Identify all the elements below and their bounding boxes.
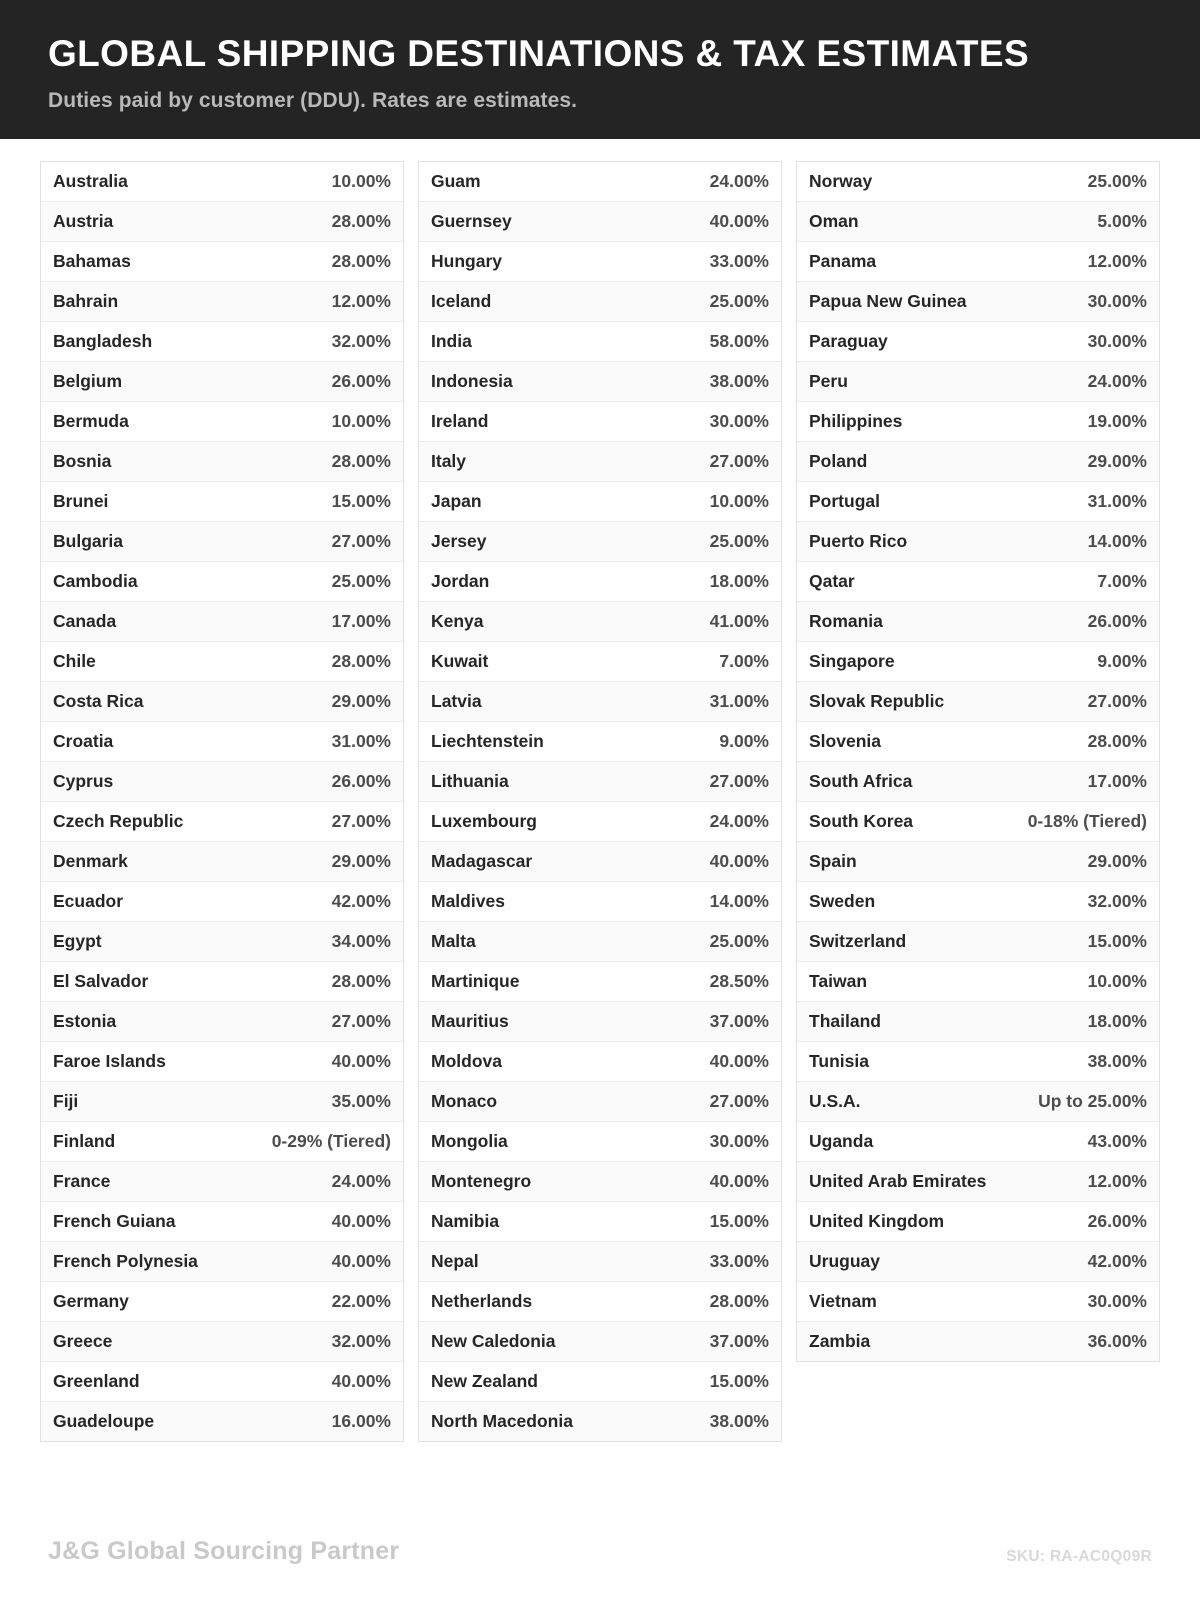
destination-name: Zambia bbox=[809, 1330, 871, 1351]
table-row bbox=[419, 682, 781, 722]
table-row bbox=[797, 882, 1159, 922]
destination-name: Jordan bbox=[431, 570, 490, 591]
tax-rate-value: 25.00% bbox=[709, 290, 769, 311]
tax-rate-value: 41.00% bbox=[709, 610, 769, 631]
table-row bbox=[797, 762, 1159, 802]
table-row bbox=[41, 842, 403, 882]
table-row bbox=[41, 642, 403, 682]
destination-name: Tunisia bbox=[809, 1050, 869, 1071]
destination-name: United Arab Emirates bbox=[809, 1170, 987, 1191]
destination-name: Germany bbox=[53, 1290, 129, 1311]
tax-rate-value: 42.00% bbox=[1087, 1250, 1147, 1271]
destination-name: Madagascar bbox=[431, 850, 533, 871]
destination-name: Hungary bbox=[431, 250, 502, 271]
destination-name: Mauritius bbox=[431, 1010, 509, 1031]
tax-rate-value: 33.00% bbox=[709, 250, 769, 271]
table-row bbox=[797, 842, 1159, 882]
destination-name: Namibia bbox=[431, 1210, 500, 1231]
table-row bbox=[419, 762, 781, 802]
table-row bbox=[419, 842, 781, 882]
table-row bbox=[419, 562, 781, 602]
destination-name: Kenya bbox=[431, 610, 484, 631]
destination-name: U.S.A. bbox=[809, 1090, 861, 1111]
table-row bbox=[797, 1322, 1159, 1361]
destination-name: Greenland bbox=[53, 1370, 140, 1391]
tax-rate-value: 32.00% bbox=[1087, 890, 1147, 911]
tax-rate-value: 24.00% bbox=[709, 170, 769, 191]
destination-name: Slovak Republic bbox=[809, 690, 945, 711]
table-row bbox=[419, 802, 781, 842]
table-row bbox=[419, 282, 781, 322]
page-title: GLOBAL SHIPPING DESTINATIONS & TAX ESTIMATES bbox=[48, 33, 1030, 74]
table-row bbox=[419, 1082, 781, 1122]
tax-rate-value: 32.00% bbox=[331, 1330, 391, 1351]
table-row bbox=[419, 602, 781, 642]
table-row bbox=[797, 402, 1159, 442]
tax-rate-value: 25.00% bbox=[709, 530, 769, 551]
table-row bbox=[41, 1282, 403, 1322]
table-row bbox=[41, 722, 403, 762]
table-row bbox=[419, 722, 781, 762]
table-row bbox=[797, 1042, 1159, 1082]
destination-name: Guam bbox=[431, 170, 481, 191]
tax-rate-value: 38.00% bbox=[1087, 1050, 1147, 1071]
destination-name: Belgium bbox=[53, 370, 123, 391]
tax-rate-value: 28.00% bbox=[709, 1290, 769, 1311]
tax-rate-value: 28.00% bbox=[1087, 730, 1147, 751]
destination-name: Guadeloupe bbox=[53, 1410, 155, 1431]
destination-name: Egypt bbox=[53, 930, 102, 951]
destination-name: Japan bbox=[431, 490, 482, 511]
tax-rate-value: 10.00% bbox=[709, 490, 769, 511]
tax-rate-value: 9.00% bbox=[719, 730, 769, 751]
tax-rate-value: 18.00% bbox=[1087, 1010, 1147, 1031]
tax-rate-value: 0-29% (Tiered) bbox=[271, 1130, 391, 1151]
table-row bbox=[41, 802, 403, 842]
destination-name: Bulgaria bbox=[53, 530, 124, 551]
destination-name: Puerto Rico bbox=[809, 530, 908, 551]
tax-rate-value: 28.50% bbox=[709, 970, 769, 991]
tax-rate-value: 10.00% bbox=[1087, 970, 1147, 991]
table-row bbox=[41, 1362, 403, 1402]
tax-rate-value: 25.00% bbox=[1087, 170, 1147, 191]
table-row bbox=[419, 362, 781, 402]
table-row bbox=[797, 1002, 1159, 1042]
tax-rate-value: 30.00% bbox=[709, 1130, 769, 1151]
table-row bbox=[419, 482, 781, 522]
destination-name: Finland bbox=[53, 1130, 116, 1151]
destination-name: Oman bbox=[809, 210, 859, 231]
destination-name: Sweden bbox=[809, 890, 876, 911]
tax-rate-value: 10.00% bbox=[331, 410, 391, 431]
table-row bbox=[797, 962, 1159, 1002]
tax-rate-value: 26.00% bbox=[1087, 610, 1147, 631]
table-row bbox=[41, 402, 403, 442]
destination-name: New Caledonia bbox=[431, 1330, 556, 1351]
destination-name: India bbox=[431, 330, 472, 351]
rates-body bbox=[0, 139, 1200, 1513]
tax-rate-value: 27.00% bbox=[709, 1090, 769, 1111]
table-row bbox=[797, 362, 1159, 402]
tax-rate-value: 30.00% bbox=[709, 410, 769, 431]
tax-rate-value: 15.00% bbox=[709, 1210, 769, 1231]
tax-rate-value: 0-18% (Tiered) bbox=[1027, 810, 1147, 831]
destination-name: Monaco bbox=[431, 1090, 498, 1111]
tax-rate-value: 26.00% bbox=[1087, 1210, 1147, 1231]
table-row bbox=[797, 722, 1159, 762]
table-row bbox=[41, 442, 403, 482]
table-row bbox=[41, 322, 403, 362]
tax-rate-value: 28.00% bbox=[331, 210, 391, 231]
tax-rate-value: 28.00% bbox=[331, 650, 391, 671]
destination-name: Maldives bbox=[431, 890, 505, 911]
destination-name: Ireland bbox=[431, 410, 489, 431]
destination-name: South Korea bbox=[809, 810, 914, 831]
rates-column bbox=[418, 161, 782, 1442]
tax-rate-value: 15.00% bbox=[709, 1370, 769, 1391]
destination-name: Australia bbox=[53, 170, 128, 191]
rates-column bbox=[40, 161, 404, 1442]
table-row bbox=[419, 922, 781, 962]
destination-name: Netherlands bbox=[431, 1290, 533, 1311]
tax-rate-value: 25.00% bbox=[709, 930, 769, 951]
table-row bbox=[797, 602, 1159, 642]
destination-name: Brunei bbox=[53, 490, 109, 511]
tax-rate-value: Up to 25.00% bbox=[1038, 1090, 1147, 1111]
destination-name: Bahrain bbox=[53, 290, 119, 311]
table-row bbox=[41, 1042, 403, 1082]
table-row bbox=[797, 922, 1159, 962]
destination-name: Martinique bbox=[431, 970, 520, 991]
destination-name: United Kingdom bbox=[809, 1210, 945, 1231]
tax-rate-value: 29.00% bbox=[331, 850, 391, 871]
table-row bbox=[41, 522, 403, 562]
table-row bbox=[419, 322, 781, 362]
tax-rate-value: 12.00% bbox=[331, 290, 391, 311]
destination-name: North Macedonia bbox=[431, 1410, 573, 1431]
destination-name: Montenegro bbox=[431, 1170, 532, 1191]
tax-rate-value: 40.00% bbox=[709, 1170, 769, 1191]
destination-name: Vietnam bbox=[809, 1290, 877, 1311]
tax-rate-value: 12.00% bbox=[1087, 1170, 1147, 1191]
destination-name: Uruguay bbox=[809, 1250, 880, 1271]
table-row bbox=[419, 522, 781, 562]
destination-name: French Guiana bbox=[53, 1210, 176, 1231]
table-row bbox=[41, 202, 403, 242]
destination-name: Luxembourg bbox=[431, 810, 537, 831]
destination-name: Canada bbox=[53, 610, 117, 631]
tax-rate-value: 22.00% bbox=[331, 1290, 391, 1311]
destination-name: Norway bbox=[809, 170, 873, 191]
destination-name: Kuwait bbox=[431, 650, 489, 671]
table-row bbox=[41, 482, 403, 522]
tax-rate-value: 27.00% bbox=[331, 810, 391, 831]
tax-rate-value: 24.00% bbox=[331, 1170, 391, 1191]
destination-name: French Polynesia bbox=[53, 1250, 198, 1271]
table-row bbox=[41, 682, 403, 722]
table-row bbox=[797, 1082, 1159, 1122]
destination-name: Chile bbox=[53, 650, 96, 671]
tax-rate-value: 14.00% bbox=[1087, 530, 1147, 551]
table-row bbox=[41, 602, 403, 642]
destination-name: Italy bbox=[431, 450, 467, 471]
destination-name: Mongolia bbox=[431, 1130, 508, 1151]
destination-name: Latvia bbox=[431, 690, 482, 711]
tax-rate-value: 9.00% bbox=[1097, 650, 1147, 671]
destination-name: Nepal bbox=[431, 1250, 479, 1271]
table-row bbox=[797, 202, 1159, 242]
destination-name: Cambodia bbox=[53, 570, 138, 591]
destination-name: Ecuador bbox=[53, 890, 124, 911]
tax-rate-value: 17.00% bbox=[331, 610, 391, 631]
tax-rate-value: 12.00% bbox=[1087, 250, 1147, 271]
tax-rate-value: 40.00% bbox=[331, 1250, 391, 1271]
tax-rate-value: 30.00% bbox=[1087, 1290, 1147, 1311]
table-row bbox=[797, 522, 1159, 562]
destination-name: El Salvador bbox=[53, 970, 149, 991]
destination-name: Thailand bbox=[809, 1010, 881, 1031]
table-row bbox=[419, 642, 781, 682]
tax-rate-value: 7.00% bbox=[1097, 570, 1147, 591]
table-row bbox=[41, 562, 403, 602]
table-row bbox=[419, 962, 781, 1002]
sku-label: SKU: RA-AC0Q09R bbox=[1006, 1548, 1152, 1565]
table-row bbox=[41, 962, 403, 1002]
tax-rate-value: 18.00% bbox=[709, 570, 769, 591]
tax-rate-value: 43.00% bbox=[1087, 1130, 1147, 1151]
tax-rate-value: 28.00% bbox=[331, 450, 391, 471]
tax-rate-value: 37.00% bbox=[709, 1330, 769, 1351]
table-row bbox=[419, 1002, 781, 1042]
destination-name: Bermuda bbox=[53, 410, 129, 431]
destination-name: Malta bbox=[431, 930, 476, 951]
destination-name: Bahamas bbox=[53, 250, 131, 271]
table-row bbox=[797, 1162, 1159, 1202]
destination-name: Papua New Guinea bbox=[809, 290, 967, 311]
table-row bbox=[41, 242, 403, 282]
tax-rate-value: 5.00% bbox=[1097, 210, 1147, 231]
table-row bbox=[41, 1402, 403, 1441]
table-row bbox=[41, 1202, 403, 1242]
destination-name: Paraguay bbox=[809, 330, 888, 351]
table-row bbox=[419, 1242, 781, 1282]
destination-name: Poland bbox=[809, 450, 868, 471]
destination-name: Moldova bbox=[431, 1050, 502, 1071]
table-row bbox=[797, 1242, 1159, 1282]
tax-rate-value: 31.00% bbox=[331, 730, 391, 751]
destination-name: Denmark bbox=[53, 850, 128, 871]
tax-rate-value: 27.00% bbox=[709, 450, 769, 471]
destination-name: Cyprus bbox=[53, 770, 114, 791]
destination-name: Jersey bbox=[431, 530, 487, 551]
table-row bbox=[419, 1162, 781, 1202]
table-row bbox=[41, 1002, 403, 1042]
tax-rate-value: 38.00% bbox=[709, 1410, 769, 1431]
destination-name: Romania bbox=[809, 610, 883, 631]
page-footer bbox=[0, 1513, 1200, 1600]
tax-rate-value: 27.00% bbox=[331, 530, 391, 551]
tax-rate-value: 31.00% bbox=[1087, 490, 1147, 511]
tax-rate-value: 58.00% bbox=[709, 330, 769, 351]
destination-name: Panama bbox=[809, 250, 877, 271]
tax-rate-value: 29.00% bbox=[1087, 850, 1147, 871]
destination-name: Switzerland bbox=[809, 930, 907, 951]
destination-name: Taiwan bbox=[809, 970, 868, 991]
destination-name: France bbox=[53, 1170, 111, 1191]
tax-rate-value: 35.00% bbox=[331, 1090, 391, 1111]
table-row bbox=[41, 1162, 403, 1202]
tax-rate-value: 40.00% bbox=[331, 1370, 391, 1391]
destination-name: Costa Rica bbox=[53, 690, 144, 711]
table-row bbox=[419, 1402, 781, 1441]
rates-columns bbox=[40, 161, 1160, 1442]
table-row bbox=[797, 1202, 1159, 1242]
table-row bbox=[41, 1122, 403, 1162]
table-row bbox=[419, 202, 781, 242]
table-row bbox=[797, 1282, 1159, 1322]
table-row bbox=[797, 802, 1159, 842]
tax-rate-value: 26.00% bbox=[331, 770, 391, 791]
tax-rate-value: 15.00% bbox=[1087, 930, 1147, 951]
tax-rate-value: 14.00% bbox=[709, 890, 769, 911]
tax-rate-value: 40.00% bbox=[331, 1050, 391, 1071]
destination-name: Bangladesh bbox=[53, 330, 153, 351]
table-row bbox=[419, 1042, 781, 1082]
destination-name: Uganda bbox=[809, 1130, 874, 1151]
destination-name: Iceland bbox=[431, 290, 492, 311]
tax-rate-value: 30.00% bbox=[1087, 330, 1147, 351]
tax-rate-value: 30.00% bbox=[1087, 290, 1147, 311]
table-row bbox=[41, 882, 403, 922]
destination-name: South Africa bbox=[809, 770, 913, 791]
table-row bbox=[41, 762, 403, 802]
brand-label: J&G Global Sourcing Partner bbox=[48, 1537, 400, 1565]
tax-rate-value: 40.00% bbox=[709, 1050, 769, 1071]
tax-rate-value: 40.00% bbox=[331, 1210, 391, 1231]
table-row bbox=[797, 642, 1159, 682]
table-row bbox=[41, 162, 403, 202]
table-row bbox=[797, 242, 1159, 282]
tax-rate-value: 25.00% bbox=[331, 570, 391, 591]
tax-rate-value: 24.00% bbox=[1087, 370, 1147, 391]
destination-name: Bosnia bbox=[53, 450, 112, 471]
page-subtitle: Duties paid by customer (DDU). Rates are estimates. bbox=[48, 88, 578, 112]
tax-rate-value: 31.00% bbox=[709, 690, 769, 711]
tax-rate-value: 7.00% bbox=[719, 650, 769, 671]
destination-name: Qatar bbox=[809, 570, 855, 591]
tax-rate-value: 28.00% bbox=[331, 970, 391, 991]
destination-name: Lithuania bbox=[431, 770, 509, 791]
table-row bbox=[419, 882, 781, 922]
tax-rate-value: 10.00% bbox=[331, 170, 391, 191]
tax-rate-value: 34.00% bbox=[331, 930, 391, 951]
destination-name: Czech Republic bbox=[53, 810, 184, 831]
table-row bbox=[419, 1322, 781, 1362]
tax-rate-value: 40.00% bbox=[709, 850, 769, 871]
tax-rate-value: 33.00% bbox=[709, 1250, 769, 1271]
destination-name: Estonia bbox=[53, 1010, 117, 1031]
destination-name: Fiji bbox=[53, 1090, 79, 1111]
destination-name: Spain bbox=[809, 850, 857, 871]
destination-name: Greece bbox=[53, 1330, 113, 1351]
table-row bbox=[797, 1122, 1159, 1162]
destination-name: Croatia bbox=[53, 730, 114, 751]
table-row bbox=[419, 242, 781, 282]
destination-name: Slovenia bbox=[809, 730, 881, 751]
tax-rate-value: 27.00% bbox=[709, 770, 769, 791]
tax-rate-value: 28.00% bbox=[331, 250, 391, 271]
table-row bbox=[41, 1082, 403, 1122]
page-header bbox=[0, 0, 1200, 139]
tax-rate-value: 37.00% bbox=[709, 1010, 769, 1031]
table-row bbox=[419, 1362, 781, 1402]
table-row bbox=[419, 1282, 781, 1322]
table-row bbox=[41, 1322, 403, 1362]
table-row bbox=[419, 402, 781, 442]
tax-rate-value: 32.00% bbox=[331, 330, 391, 351]
table-row bbox=[797, 482, 1159, 522]
destination-name: Singapore bbox=[809, 650, 895, 671]
tax-rate-value: 27.00% bbox=[331, 1010, 391, 1031]
table-row bbox=[797, 682, 1159, 722]
rates-column bbox=[796, 161, 1160, 1362]
table-row bbox=[419, 1202, 781, 1242]
table-row bbox=[797, 282, 1159, 322]
table-row bbox=[41, 282, 403, 322]
table-row bbox=[419, 1122, 781, 1162]
tax-rate-value: 26.00% bbox=[331, 370, 391, 391]
table-row bbox=[41, 922, 403, 962]
tax-rate-value: 40.00% bbox=[709, 210, 769, 231]
tax-rate-value: 17.00% bbox=[1087, 770, 1147, 791]
destination-name: Peru bbox=[809, 370, 848, 391]
destination-name: Austria bbox=[53, 210, 114, 231]
destination-name: Philippines bbox=[809, 410, 903, 431]
destination-name: Portugal bbox=[809, 490, 880, 511]
destination-name: Indonesia bbox=[431, 370, 513, 391]
table-row bbox=[41, 1242, 403, 1282]
tax-rate-value: 24.00% bbox=[709, 810, 769, 831]
table-row bbox=[41, 362, 403, 402]
tax-rate-value: 27.00% bbox=[1087, 690, 1147, 711]
destination-name: Guernsey bbox=[431, 210, 512, 231]
tax-rate-value: 19.00% bbox=[1087, 410, 1147, 431]
destination-name: Liechtenstein bbox=[431, 730, 544, 751]
table-row bbox=[797, 322, 1159, 362]
table-row bbox=[797, 442, 1159, 482]
tax-rate-value: 29.00% bbox=[1087, 450, 1147, 471]
destination-name: New Zealand bbox=[431, 1370, 538, 1391]
tax-rate-value: 42.00% bbox=[331, 890, 391, 911]
table-row bbox=[797, 562, 1159, 602]
destination-name: Faroe Islands bbox=[53, 1050, 166, 1071]
tax-rate-value: 38.00% bbox=[709, 370, 769, 391]
tax-rate-value: 15.00% bbox=[331, 490, 391, 511]
table-row bbox=[419, 162, 781, 202]
table-row bbox=[797, 162, 1159, 202]
tax-rate-value: 29.00% bbox=[331, 690, 391, 711]
tax-rate-value: 16.00% bbox=[331, 1410, 391, 1431]
table-row bbox=[419, 442, 781, 482]
tax-rate-value: 36.00% bbox=[1087, 1330, 1147, 1351]
